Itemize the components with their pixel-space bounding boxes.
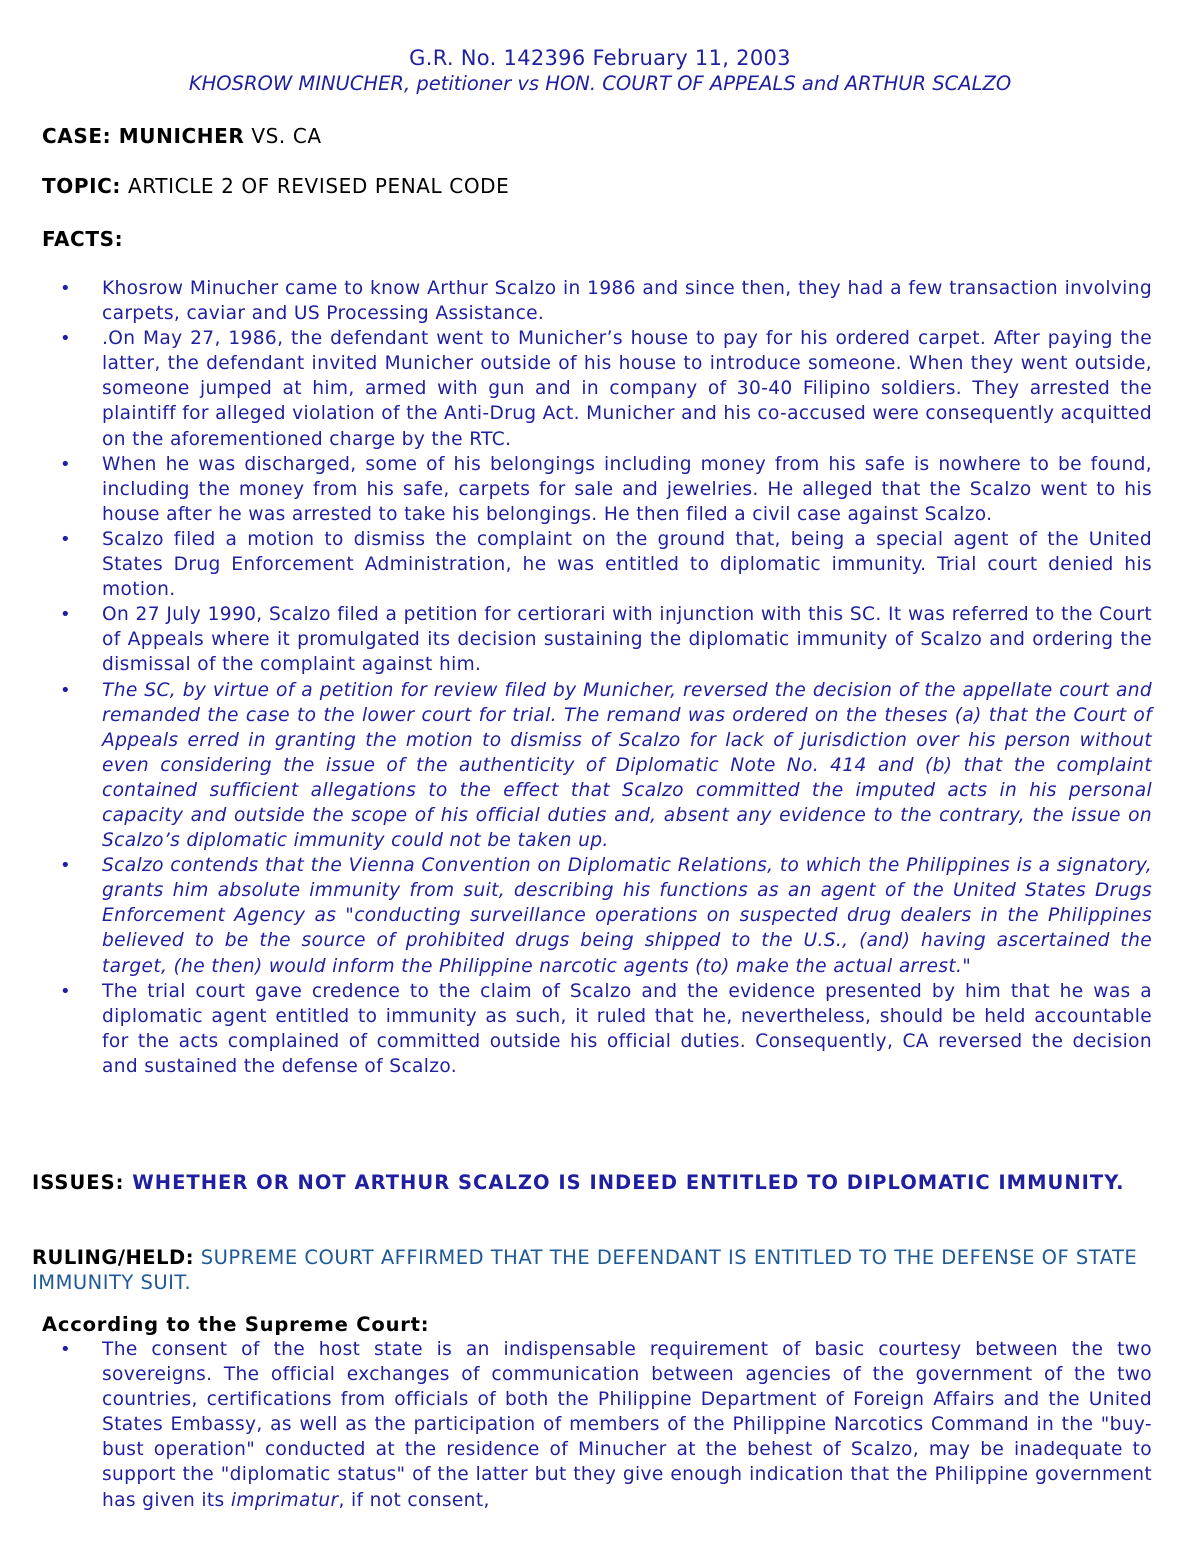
fact-text: The SC, by virtue of a petition for review filed by Municher, reversed the decision of the appellate court and remanded the case to the lower court for trial. The remand was ordered on the theses (a) that the Court of Appeals erred in granting the motion to dismiss of Scalzo for lack of jurisdiction over his person without even considering the issue of the authenticity of Diplomatic Note No. 414 and (b) that the complaint contained sufficient allegations to the effect that Scalzo committed the imputed acts in his personal capacity and outside the scope of his official duties and, absent any evidence to the contrary, the issue on Scalzo’s diplomatic immunity could not be taken up. (102, 679, 1152, 852)
list-item (60, 1337, 1152, 1513)
list-item (60, 326, 1152, 451)
list-item (60, 678, 1152, 854)
facts-list (60, 276, 1152, 1079)
sc-text-em: imprimatur (230, 1489, 339, 1511)
fact-text: Scalzo contends that the Vienna Convention on Diplomatic Relations, to which the Philippines is a signatory, grants him absolute immunity from suit, describing his functions as an agent of the United States Drugs Enforcement Agency as "conducting surveillance operations on suspected drug dealers in the Philippines believed to be the source of prohibited drugs being shipped to the U.S., (and) having ascertained the target, (he then) would inform the Philippine narcotic agents (to) make the actual arrest." (102, 855, 1152, 977)
fact-text: Scalzo filed a motion to dismiss the complaint on the ground that, being a special agent of the United States Drug Enforcement Administration, he was entitled to diplomatic immunity. Trial court denied his motion. (102, 528, 1152, 601)
bullet-icon: • (60, 278, 71, 299)
sc-text-b: , if not consent, (338, 1489, 490, 1511)
fact-text: When he was discharged, some of his belongings including money from his safe is nowhere to be found, including the money from his safe, carpets for sale and jewelries. He alleged that the Scalzo went to his house after he was arrested to take his belongings. He then filed a civil case against Scalzo. (102, 453, 1152, 525)
ruling-label: RULING/HELD: (32, 1246, 195, 1269)
fact-text: Khosrow Minucher came to know Arthur Scalzo in 1986 and since then, they had a few transaction involving carpets, caviar and US Processing Assistance. (102, 278, 1152, 325)
facts-heading (42, 227, 123, 251)
facts-label: FACTS: (42, 227, 124, 251)
list-item (60, 602, 1152, 677)
fact-text: On 27 July 1990, Scalzo filed a petition for certiorari with injunction with this SC. It was referred to the Court of Appeals where it promulgated its decision sustaining the diplomatic immunity of Scalzo and ordering the dismissal of the complaint against him. (102, 604, 1152, 676)
topic-label: TOPIC: (42, 174, 122, 198)
fact-text: .On May 27, 1986, the defendant went to Municher’s house to pay for his ordered carpet. After paying the latter, the defendant invited Municher outside of his house to introduce someone. When they went outside, someone jumped at him, armed with gun and in company of 30-40 Filipino soldiers. They arrested the plaintiff for alleged violation of the Anti-Drug Act. Municher and his co-accused were consequently acquitted on the aforementioned charge by the RTC. (102, 328, 1152, 450)
fact-text: The trial court gave credence to the claim of Scalzo and the evidence presented by him that he was a diplomatic agent entitled to immunity as such, it ruled that he, nevertheless, should be held accountable for the acts complained of committed outside his official duties. Consequently, CA reversed the decision and sustained the defense of Scalzo. (102, 980, 1152, 1077)
issues-section (32, 1170, 1154, 1195)
supreme-court-heading: According to the Supreme Court: (42, 1313, 430, 1336)
bullet-icon: • (60, 453, 71, 475)
ruling-text: SUPREME COURT AFFIRMED THAT THE DEFENDANT IS ENTITLED TO THE DEFENSE OF STATE IMMUNITY SUIT. (32, 1246, 1138, 1294)
bullet-icon: • (60, 855, 71, 877)
list-item (60, 853, 1152, 978)
case-value: VS. CA (244, 124, 322, 148)
list-item (60, 452, 1152, 527)
bullet-icon: • (60, 328, 71, 350)
bullet-icon: • (60, 679, 71, 701)
ruling-section (32, 1245, 1154, 1295)
topic-heading (42, 174, 509, 198)
issues-text: WHETHER OR NOT ARTHUR SCALZO IS INDEED ENTITLED TO DIPLOMATIC IMMUNITY. (124, 1171, 1125, 1194)
case-parties (0, 72, 1200, 95)
list-item (60, 979, 1152, 1079)
case-number: G.R. No. 142396 February 11, 2003 (409, 46, 791, 70)
supreme-court-list (60, 1337, 1152, 1513)
respondent-names: HON. COURT OF APPEALS and ARTHUR SCALZO (545, 72, 1012, 95)
list-item (60, 527, 1152, 602)
bullet-icon: • (60, 604, 71, 626)
sc-text-a: The consent of the host state is an indispensable requirement of basic courtesy between the two sovereigns. The official exchanges of communication between agencies of the government of the two countries, certifications from officials of both the Philippine Department of Foreign Affairs and the United States Embassy, as well as the participation of members of the Philippine Narcotics Command in the "buy-bust operation" conducted at the residence of Minucher at the behest of Scalzo, may be inadequate to support the "diplomatic status" of the latter but they give enough indication that the Philippine government has given its (102, 1339, 1152, 1511)
list-item (60, 276, 1152, 326)
parties-connector: petitioner vs (410, 72, 546, 95)
bullet-icon: • (60, 1339, 71, 1360)
petitioner-name: KHOSROW MINUCHER, (188, 72, 411, 95)
bullet-icon: • (60, 980, 71, 1002)
topic-value: ARTICLE 2 OF REVISED PENAL CODE (121, 174, 510, 198)
case-label: CASE: MUNICHER (42, 124, 245, 148)
case-heading (42, 124, 322, 148)
issues-label: ISSUES: (32, 1171, 125, 1194)
bullet-icon: • (60, 528, 71, 550)
